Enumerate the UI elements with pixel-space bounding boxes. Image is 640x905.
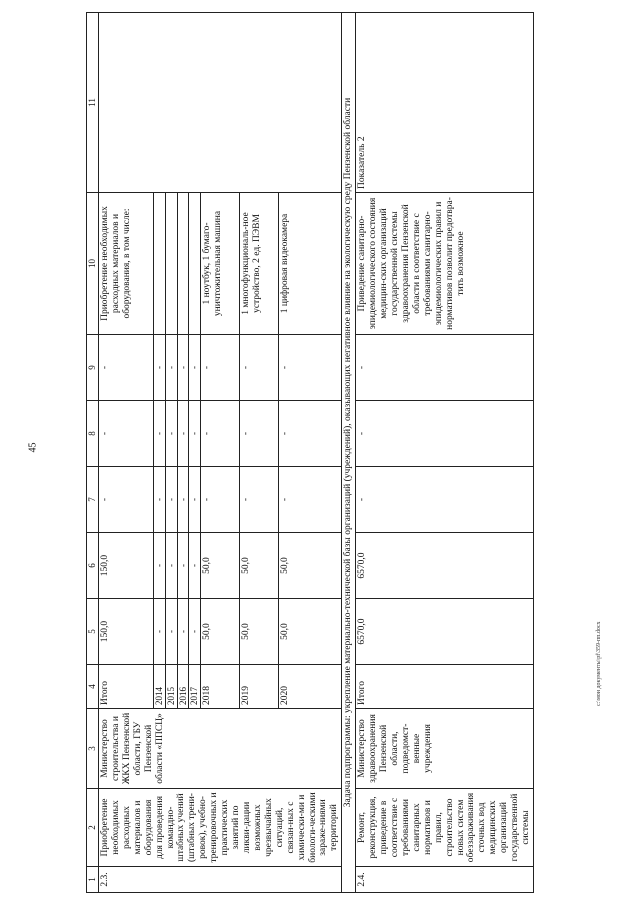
col-header: 4: [87, 665, 99, 709]
result-cell: [165, 193, 177, 335]
value-cell: -: [189, 467, 201, 533]
measure-name: Ремонт, реконструкция, приведение в соответствие с требованиями санитарных нормативов и правил, строительство новых систем обеззараживания сточных вод медицинских организаций государственной системы: [356, 789, 534, 867]
row-number: 2.4.: [356, 867, 534, 893]
year-cell: 2014: [154, 665, 166, 709]
year-cell: 2016: [177, 665, 189, 709]
value-cell: -: [356, 467, 534, 533]
value-cell: -: [189, 599, 201, 665]
value-cell: -: [240, 335, 279, 401]
year-cell: 2018: [201, 665, 240, 709]
value-cell: -: [154, 599, 166, 665]
footer-file-path: c:\мои документы\pf\359-пп.docx: [596, 621, 602, 706]
value-cell: 50,0: [279, 533, 342, 599]
value-cell: 150,0: [99, 599, 154, 665]
result-cell: [154, 193, 166, 335]
column-numbers-row: [87, 13, 99, 893]
value-cell: -: [279, 401, 342, 467]
year-cell: 2020: [279, 665, 342, 709]
table-row: [99, 13, 154, 893]
value-cell: 150,0: [99, 533, 154, 599]
value-cell: 50,0: [201, 533, 240, 599]
value-cell: -: [279, 467, 342, 533]
value-cell: 6570,0: [356, 533, 534, 599]
result-cell: [177, 193, 189, 335]
value-cell: -: [189, 533, 201, 599]
value-cell: -: [240, 401, 279, 467]
value-cell: -: [154, 401, 166, 467]
program-table: [86, 12, 534, 893]
year-cell: Итого: [99, 665, 154, 709]
value-cell: -: [177, 335, 189, 401]
value-cell: -: [201, 335, 240, 401]
value-cell: -: [177, 467, 189, 533]
col-header: 7: [87, 467, 99, 533]
value-cell: -: [165, 467, 177, 533]
value-cell: -: [189, 401, 201, 467]
value-cell: -: [177, 533, 189, 599]
col-header: 2: [87, 789, 99, 867]
row-number: 2.3.: [99, 867, 342, 893]
year-cell: 2017: [189, 665, 201, 709]
value-cell: -: [154, 533, 166, 599]
executor: Министерство здравоохранения Пензенской области, подведомст-венные учреждения: [356, 709, 534, 789]
subprogram-task: Задача подпрограммы: укрепление материально-технической базы организаций (учреждений), оказывающих негативное влияние на экологическую среду Пензенской области: [342, 13, 356, 893]
result-cell: Приобретение необходимых расходных материалов и оборудования, в том числе:: [99, 193, 154, 335]
value-cell: 50,0: [240, 533, 279, 599]
result-cell: 1 ноутбук, 1 бумаго-уничтожительная машина: [201, 193, 240, 335]
value-cell: 50,0: [240, 599, 279, 665]
value-cell: -: [154, 335, 166, 401]
value-cell: -: [177, 401, 189, 467]
col-header: 3: [87, 709, 99, 789]
value-cell: -: [165, 335, 177, 401]
result-cell: 1 цифровая видеокамера: [279, 193, 342, 335]
value-cell: -: [99, 401, 154, 467]
measure-name: Приобретение необходимых расходных материалов и оборудования для проведения командно-штабных учений (штабных трени-ровок), учебно-тренировочных и практических занятий по ликви-дации возможных чрезвычайных ситуаций, связан-ных с химически-ми и биологи-ческими зараже-ниями территорий: [99, 789, 342, 867]
value-cell: -: [165, 599, 177, 665]
value-cell: -: [356, 335, 534, 401]
value-cell: -: [201, 401, 240, 467]
col-header: 11: [87, 13, 99, 193]
result-cell: Приведение санитарно-эпидемиологического состояния медицин-ских организаций государственной системы здравоохранения Пензенской области в соответствие с требованиями санитарно-эпидемиологических правил и нормативов позволит предотвра-тить возможное: [356, 193, 534, 335]
value-cell: -: [201, 467, 240, 533]
value-cell: -: [240, 467, 279, 533]
task-row: [342, 13, 356, 893]
result-cell: 1 многофункциональ-ное устройство, 2 ед. ПЭВМ: [240, 193, 279, 335]
col-header: 6: [87, 533, 99, 599]
value-cell: -: [356, 401, 534, 467]
executor: Министерство строительства и ЖКХ Пензенской области, ГБУ Пензенской области «ППСЦ»: [99, 709, 342, 789]
rotated-page: [86, 13, 586, 893]
indicator-cell: Показатель 2: [356, 13, 534, 193]
col-header: 9: [87, 335, 99, 401]
indicator-cell: [99, 13, 342, 193]
value-cell: 6570,0: [356, 599, 534, 665]
value-cell: 50,0: [279, 599, 342, 665]
col-header: 5: [87, 599, 99, 665]
col-header: 1: [87, 867, 99, 893]
value-cell: -: [177, 599, 189, 665]
value-cell: -: [154, 467, 166, 533]
value-cell: -: [99, 467, 154, 533]
year-cell: 2015: [165, 665, 177, 709]
value-cell: -: [279, 335, 342, 401]
page-number: 45: [27, 442, 39, 453]
value-cell: -: [99, 335, 154, 401]
result-cell: [189, 193, 201, 335]
col-header: 10: [87, 193, 99, 335]
col-header: 8: [87, 401, 99, 467]
table-row: [356, 13, 534, 893]
year-cell: Итого: [356, 665, 534, 709]
value-cell: 50,0: [201, 599, 240, 665]
year-cell: 2019: [240, 665, 279, 709]
value-cell: -: [165, 401, 177, 467]
value-cell: -: [165, 533, 177, 599]
value-cell: -: [189, 335, 201, 401]
